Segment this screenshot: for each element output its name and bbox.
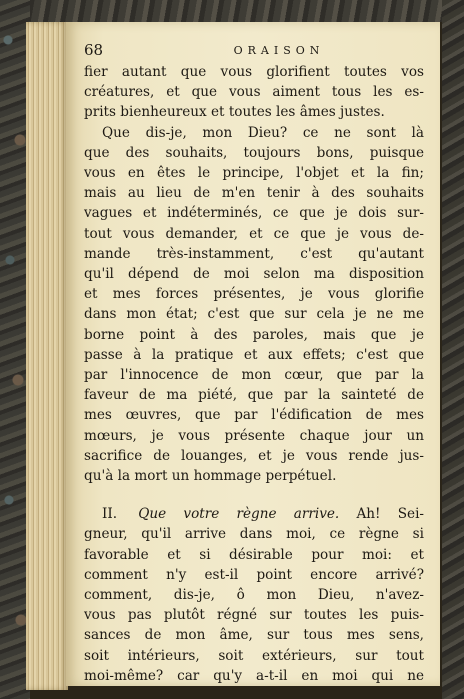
text-line: et mes forces présentes, je vous glorifie (84, 286, 424, 303)
text-line: tout vous demander, et ce que je vous de- (84, 225, 424, 242)
text-line: prits bienheureux et toutes les âmes justes. (84, 104, 385, 121)
section-gap (84, 486, 424, 504)
text-line: sances de mon âme, sur tous mes sens, (84, 627, 424, 644)
paragraph-1 (84, 62, 424, 123)
text-line: sacrifice de louanges, et je vous rende jus- (84, 447, 424, 464)
text-line: Que dis-je, mon Dieu? ce ne sont là (102, 124, 424, 141)
text-line: comment n'y est-il point encore arrivé? (84, 566, 424, 583)
cover-right-marbled (442, 0, 464, 699)
text-line: mande très-instamment, c'est qu'autant (84, 245, 424, 262)
text-line: vous en êtes le principe, l'objet et la fin; (84, 165, 424, 182)
text-fragment: Ah! Sei- (356, 506, 425, 523)
text-line: créatures, et que vous aiment tous les es- (84, 84, 424, 101)
petition-title: Que votre règne arrive. (138, 506, 340, 523)
text-line: vagues et indéterminés, ce que je dois sur- (84, 205, 424, 222)
text-line: borne point à des paroles, mais que je (84, 326, 424, 343)
text-line: gneur, qu'il arrive dans moi, ce règne si (84, 526, 424, 543)
text-line: mes œuvres, que par l'édification de mes (84, 407, 424, 424)
text-line: qu'à la mort un hommage perpétuel. (84, 468, 337, 485)
section-2-first-line (84, 504, 424, 524)
text-line: mœurs, je vous présente chaque jour un (84, 427, 424, 444)
text-line: que des souhaits, toujours bons, puisque (84, 144, 424, 161)
text-line: favorable et si désirable pour moi: et (84, 546, 424, 563)
text-line: qu'il dépend de moi selon ma disposition (84, 266, 424, 283)
text-line: vous pas plutôt régné sur toutes les puis- (84, 607, 424, 624)
text-line: par l'innocence de mon cœur, que par la (84, 367, 424, 384)
section-numeral: II. (102, 506, 118, 523)
page-edges (26, 22, 68, 690)
text-line: faveur de ma piété, que par la sainteté de (84, 387, 424, 404)
cover-top-marbled (0, 0, 464, 22)
page-number: 68 (84, 41, 104, 59)
text-line: mais au lieu de m'en tenir à des souhaits (84, 185, 424, 202)
text-line: dans mon état; c'est que sur cela je ne me (84, 306, 424, 323)
section-2 (84, 504, 424, 686)
text-line: fier autant que vous glorifient toutes vos (84, 64, 424, 80)
page-text (84, 40, 424, 686)
text-line: passe à la pratique et aux effets; c'est que (84, 346, 424, 363)
text-line: moi-même? car qu'y a-t-il en moi qui ne (84, 667, 424, 684)
running-head: ORAISON (233, 44, 325, 57)
paragraph-2 (84, 123, 424, 487)
page-header (84, 40, 424, 62)
text-line: soit intérieurs, soit extérieurs, sur tout (84, 647, 424, 664)
text-line: comment, dis-je, ô mon Dieu, n'avez- (84, 587, 424, 604)
